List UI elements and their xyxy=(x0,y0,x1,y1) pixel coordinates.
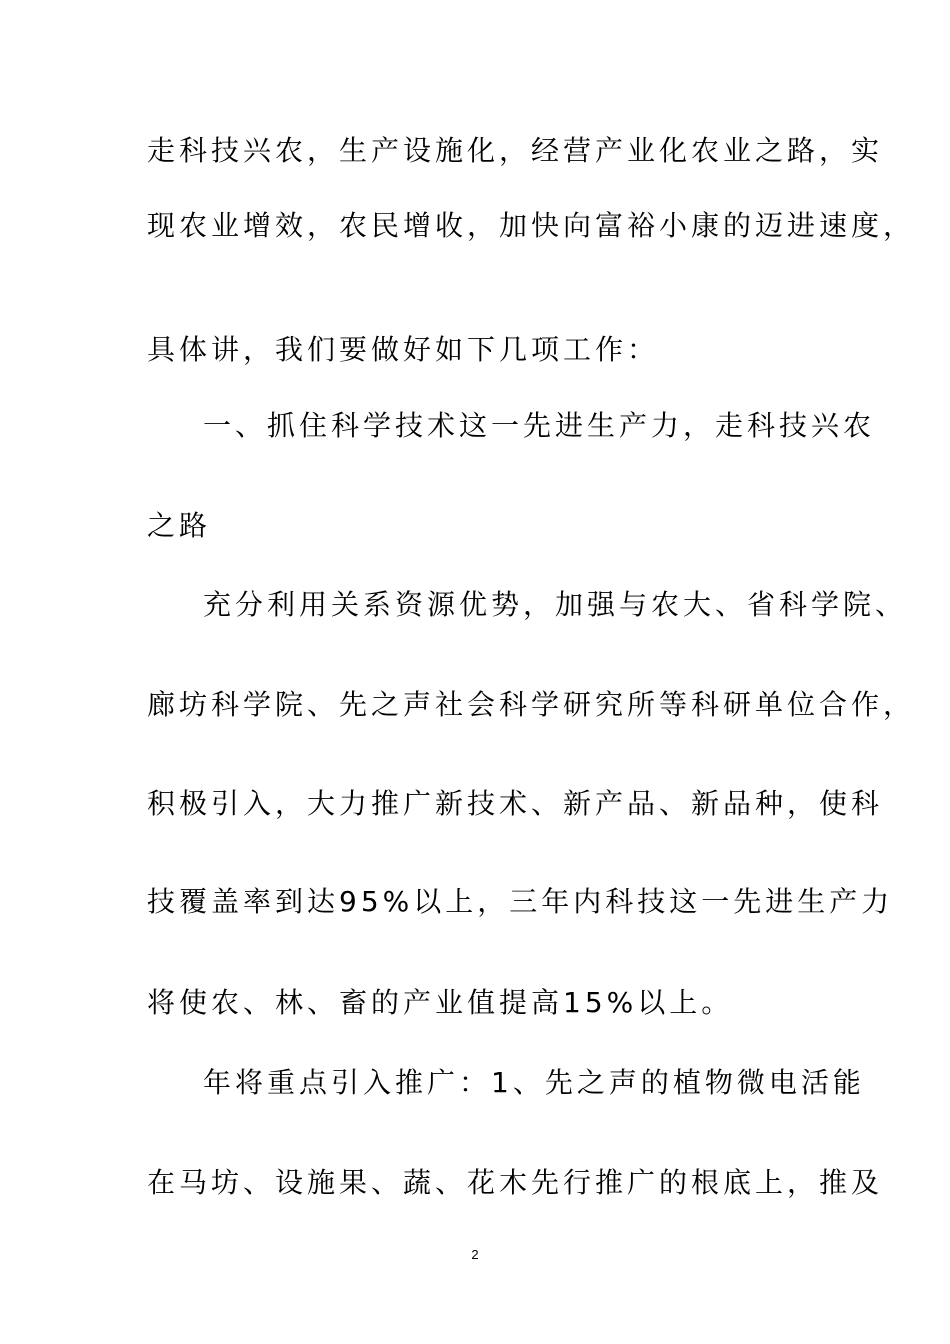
section-heading: 一、抓住科学技术这一先进生产力，走科技兴农 xyxy=(203,409,876,442)
body-text-line: 现农业增效，农民增收，加快向富裕小康的迈进速度， xyxy=(147,209,916,242)
body-text-line: 廊坊科学院、先之声社会科学研究所等科研单位合作， xyxy=(147,688,916,721)
body-text-line: 积极引入，大力推广新技术、新产品、新品种，使科 xyxy=(147,787,884,820)
body-text-line: 充分利用关系资源优势，加强与农大、省科学院、 xyxy=(203,588,908,621)
body-text-line: 走科技兴农，生产设施化，经营产业化农业之路，实 xyxy=(147,134,884,167)
section-heading-continuation: 之路 xyxy=(147,509,212,542)
page-number: 2 xyxy=(471,1247,479,1262)
body-text-line: 具体讲，我们要做好如下几项工作： xyxy=(147,333,660,366)
body-text-line: 技覆盖率到达95%以上，三年内科技这一先进生产力 xyxy=(147,885,894,918)
body-text-line: 在马坊、设施果、蔬、花木先行推广的根底上，推及 xyxy=(147,1166,884,1199)
body-text-line: 将使农、林、畜的产业值提高15%以上。 xyxy=(147,986,734,1019)
body-text-line: 年将重点引入推广：1、先之声的植物微电活能 xyxy=(203,1066,865,1099)
